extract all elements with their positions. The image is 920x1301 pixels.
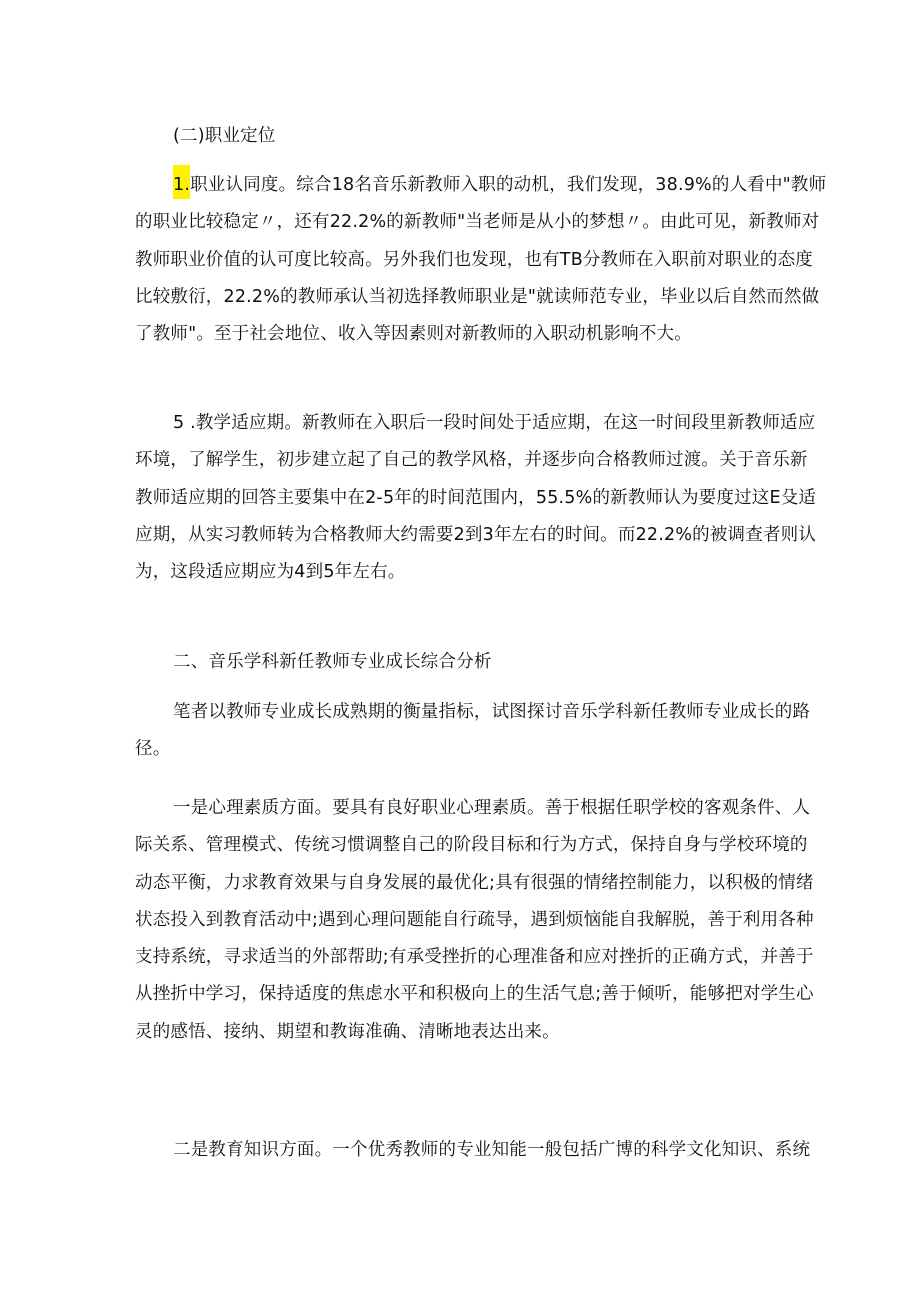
paragraph-line: 径。	[135, 739, 171, 760]
paragraph-line: 教师适应期的回答主要集中在2-5年的时间范围内，55.5%的新教师认为要度过这E殳适	[135, 487, 817, 508]
paragraph-line: 应期，从实习教师转为合格教师大约需要2到3年左右的时间。而22.2%的被调查者则认	[135, 524, 817, 545]
section-heading-2	[135, 644, 795, 681]
paragraph-line: 环境，了解学生，初步建立起了自己的教学风格，并逐步向合格教师过渡。关于音乐新	[135, 450, 808, 471]
paragraph-line: 从挫折中学习，保持适度的焦虑水平和积极向上的生活气息;善于倾听，能够把对学生心	[135, 984, 814, 1005]
paragraph-line: 灵的感悟、接纳、期望和教诲准确、清晰地表达出来。	[135, 1021, 560, 1042]
section-heading	[135, 118, 795, 155]
paragraph-line: 笔者以教师专业成长成熟期的衡量指标，试图探讨音乐学科新任教师专业成长的路	[173, 702, 811, 722]
paragraph-intro	[135, 694, 811, 769]
paragraph-line: 教师职业价值的认可度比较高。另外我们也发现，也有TB分教师在入职前对职业的态度	[135, 249, 813, 270]
section-heading-2-text: 二、音乐学科新任教师专业成长综合分析	[173, 652, 492, 672]
paragraph-line: 际关系、管理模式、传统习惯调整自己的阶段目标和行为方式，保持自身与学校环境的	[135, 835, 808, 856]
paragraph-line: 5 .教学适应期。新教师在入职后一段时间处于适应期，在这一时间段里新教师适应	[173, 413, 816, 433]
paragraph-line: 了教师"。至于社会地位、收入等因素则对新教师的入职动机影响不大。	[135, 324, 692, 345]
paragraph-educational-knowledge	[135, 1132, 811, 1169]
paragraph-line: 状态投入到教育活动中;遇到心理问题能自行疏导，遇到烦恼能自我解脱，善于利用各种	[135, 909, 814, 930]
paragraph-line: 比较敷衍，22.2%的教师承认当初选择教师职业是"就读师范专业，毕业以后自然而然做	[135, 286, 820, 307]
paragraph-line: 二是教育知识方面。一个优秀教师的专业知能一般包括广博的科学文化知识、系统	[173, 1140, 811, 1160]
paragraph-line	[135, 167, 827, 204]
paragraph-career-identity	[135, 167, 827, 353]
paragraph-adaptation-period	[135, 405, 817, 591]
paragraph-line: 一是心理素质方面。要具有良好职业心理素质。善于根据任职学校的客观条件、人	[173, 798, 811, 818]
section-heading-text: (二)职业定位	[173, 126, 276, 146]
paragraph-line: 的职业比较稳定〃，还有22.2%的新教师"当老师是从小的梦想〃。由此可见，新教师对	[135, 212, 820, 233]
paragraph-line: 支持系统，寻求适当的外部帮助;有承受挫折的心理准备和应对挫折的正确方式，并善于	[135, 947, 814, 968]
highlighted-marker: 1.	[173, 165, 190, 199]
paragraph-line: 动态平衡，力求教育效果与自身发展的最优化;具有很强的情绪控制能力，以积极的情绪	[135, 872, 814, 893]
paragraph-line-text: 职业认同度。综合18名音乐新教师入职的动机，我们发现，38.9%的人看中"教师	[190, 175, 827, 195]
paragraph-line: 为，这段适应期应为4到5年左右。	[135, 562, 406, 583]
paragraph-psychological-quality	[135, 790, 814, 1051]
